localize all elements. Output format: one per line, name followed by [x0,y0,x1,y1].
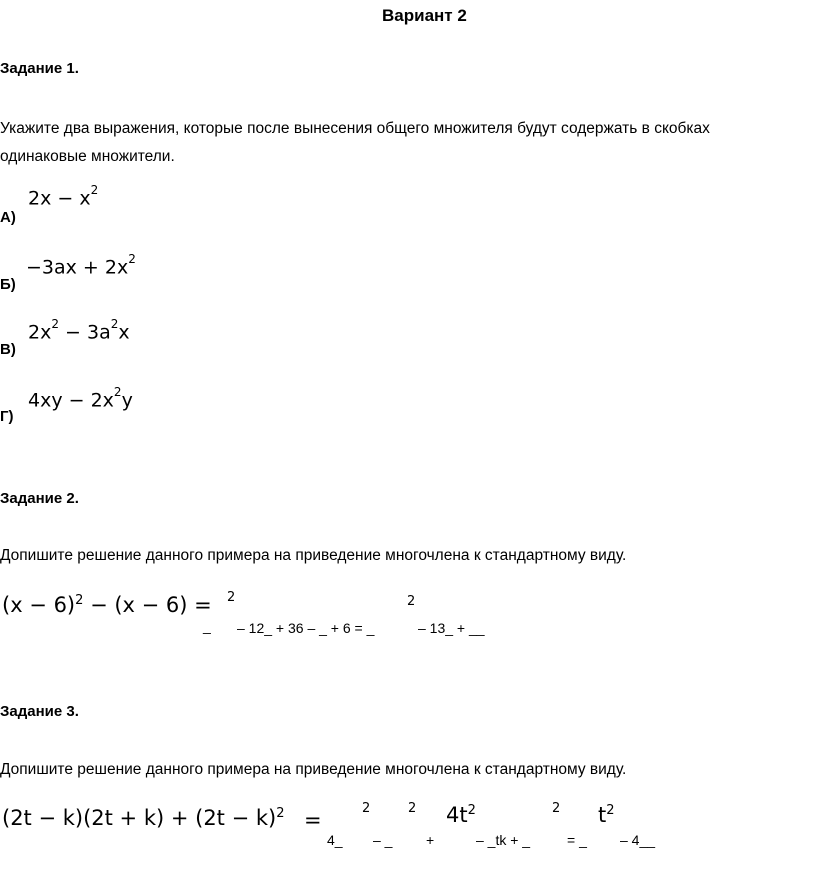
task1-text: Укажите два выражения, которые после вынесения общего множителя будут содержать в скобках одинаковые множители. [0,120,710,165]
task3-heading: Задание 3. [0,703,79,720]
task3-fill-5: = _ [567,832,587,848]
option-a-expression: $2x - x^2$ [28,183,99,210]
task3-fill-3: + [426,832,435,848]
task3-superscript-1: 2 [362,801,371,816]
task1-heading: Задание 1. [0,60,79,77]
task3-fill-4: – _tk + _ [476,832,531,848]
option-v-expression: $2x^2 - 3a^2x$ [28,317,130,344]
task2-fill-line: – 12_ + 36 – _ + 6 = _ [237,620,375,636]
option-g-label: Г) [0,408,14,425]
option-b-label: Б) [0,276,16,293]
task3-text: Допишите решение данного примера на приведение многочлена к стандартному виду. [0,761,627,778]
page-title: Вариант 2 [382,6,467,25]
task3-term-4t2: $4t^2$ [446,803,476,827]
task3-fill-6: – 4__ [620,832,656,848]
task2-fill-end: – 13_ + __ [418,620,485,636]
task2-superscript-2: 2 [407,594,416,609]
task3-superscript-3: 2 [552,801,561,816]
option-g-expression: $4xy - 2x^2y$ [28,385,133,412]
task3-equals: = [304,808,322,832]
option-v-label: В) [0,341,16,358]
option-a-label: А) [0,209,16,226]
task3-expression: $(2t - k)(2t + k) + (2t - k)^2$ [2,806,285,830]
task2-superscript-1: 2 [227,590,236,605]
task3-fill-1: 4_ [327,832,343,848]
task2-heading: Задание 2. [0,490,79,507]
task3-superscript-2: 2 [408,801,417,816]
task2-expression: $(x - 6)^2 - (x - 6)$ = [2,593,212,617]
task2-text: Допишите решение данного примера на приведение многочлена к стандартному виду. [0,547,627,564]
task3-fill-2: – _ [373,832,393,848]
option-b-expression: $-3ax + 2x^2$ [26,252,136,279]
task2-blank: _ [203,618,211,634]
task3-term-t2: $t^2$ [598,803,615,827]
